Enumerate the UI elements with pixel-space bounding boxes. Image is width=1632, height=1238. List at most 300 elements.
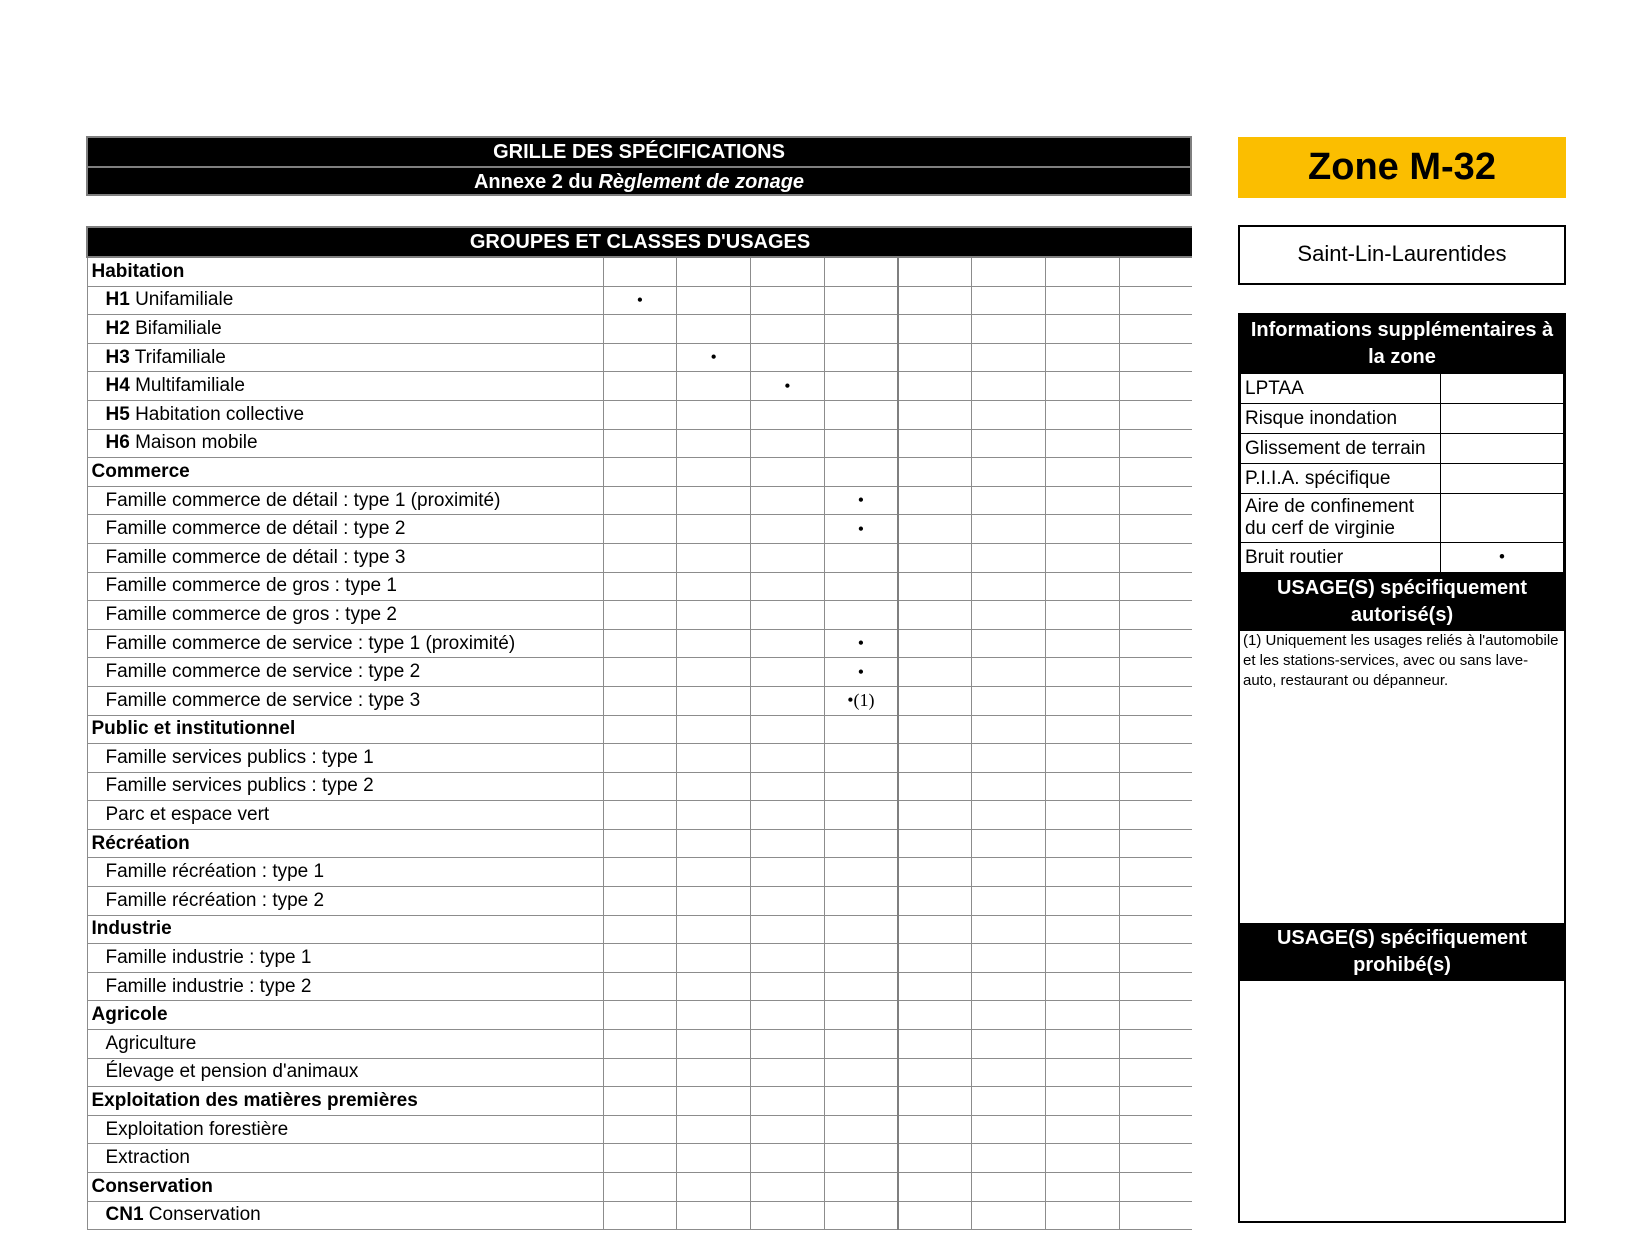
usage-mark-cell [898, 972, 972, 1001]
usage-name: Exploitation forestière [105, 1118, 289, 1140]
usage-mark-cell [1119, 543, 1192, 572]
info-flag-value [1441, 494, 1564, 543]
usage-mark-cell [751, 1115, 825, 1144]
usage-mark-cell [677, 515, 751, 544]
usage-mark-cell [898, 1173, 972, 1202]
usage-label [87, 744, 603, 773]
usage-mark-cell [1119, 1173, 1192, 1202]
usage-label [87, 486, 603, 515]
usage-mark-cell [898, 372, 972, 401]
usage-mark-cell [824, 1201, 898, 1230]
usage-mark-cell: • [751, 372, 825, 401]
usage-mark-cell [603, 1030, 677, 1059]
category-row [87, 1173, 1192, 1202]
usage-mark-cell [898, 315, 972, 344]
usage-mark-cell [751, 972, 825, 1001]
info-title: Informations supplémentaires à la zone [1240, 315, 1564, 373]
usage-mark-cell [603, 1058, 677, 1087]
usage-mark-cell [1046, 1030, 1120, 1059]
usage-mark-cell [1046, 744, 1120, 773]
subtitle-prefix: Annexe 2 du [473, 171, 599, 193]
usage-mark-cell [1119, 658, 1192, 687]
usage-name: Conservation [91, 1175, 213, 1197]
usage-mark-cell [751, 887, 825, 916]
usage-name: Unifamiliale [135, 289, 234, 311]
usage-label [87, 601, 603, 630]
usage-mark-cell [603, 686, 677, 715]
usage-name: Famille services publics : type 2 [105, 775, 374, 797]
usage-mark-cell [1046, 572, 1120, 601]
category-row [87, 829, 1192, 858]
usage-mark-cell [972, 1115, 1046, 1144]
usage-mark-cell [972, 629, 1046, 658]
usage-mark-cell [1046, 829, 1120, 858]
usage-mark-cell [677, 1173, 751, 1202]
prohibited-content [1240, 981, 1564, 1211]
usage-mark-cell [677, 601, 751, 630]
usage-mark-cell [751, 286, 825, 315]
usage-mark-cell [824, 315, 898, 344]
usage-mark-cell [972, 772, 1046, 801]
usage-mark-cell [972, 315, 1046, 344]
table-row [87, 572, 1192, 601]
usage-mark-cell [751, 629, 825, 658]
usage-mark-cell [751, 1173, 825, 1202]
usage-label [87, 772, 603, 801]
usage-mark-cell: • [824, 515, 898, 544]
usage-mark-cell [751, 1030, 825, 1059]
usage-mark-cell [972, 372, 1046, 401]
usage-name: Agriculture [105, 1032, 197, 1054]
table-row [87, 1144, 1192, 1173]
table-row [87, 429, 1192, 458]
usage-mark-cell [898, 1115, 972, 1144]
usage-mark-cell [1046, 887, 1120, 916]
usage-mark-cell [898, 515, 972, 544]
usage-name: Famille commerce de détail : type 1 (proximité) [105, 489, 501, 511]
usage-mark-cell [751, 858, 825, 887]
usage-mark-cell [1046, 1115, 1120, 1144]
usage-mark-cell [603, 1173, 677, 1202]
usage-mark-cell [1046, 1001, 1120, 1030]
table-row [87, 744, 1192, 773]
usage-mark-cell [1119, 1030, 1192, 1059]
usage-name: Famille commerce de détail : type 3 [105, 546, 406, 568]
usage-grid [86, 226, 1192, 1238]
usage-code: H3 [105, 346, 130, 368]
usage-name: Habitation [91, 260, 185, 282]
category-label [87, 715, 603, 744]
usage-mark-cell [677, 1030, 751, 1059]
info-flag-value [1441, 374, 1564, 404]
info-flag-row [1241, 464, 1564, 494]
usage-mark-cell [824, 400, 898, 429]
table-row [87, 343, 1192, 372]
usage-mark-cell [898, 486, 972, 515]
usage-mark-cell [1119, 1144, 1192, 1173]
usage-mark-cell [1119, 744, 1192, 773]
usage-mark-cell [603, 1001, 677, 1030]
table-row [87, 858, 1192, 887]
table-row [87, 1201, 1192, 1230]
usage-mark-cell [824, 458, 898, 487]
usage-mark-cell [898, 286, 972, 315]
table-row [87, 887, 1192, 916]
usage-mark-cell [1119, 772, 1192, 801]
usage-label [87, 372, 603, 401]
usage-mark-cell [972, 458, 1046, 487]
usage-mark-cell [898, 772, 972, 801]
usage-mark-cell [824, 772, 898, 801]
usage-mark-cell [603, 744, 677, 773]
usage-mark-cell [751, 829, 825, 858]
usage-mark-cell [751, 515, 825, 544]
usage-name: Agricole [91, 1004, 168, 1026]
usage-mark-cell [824, 601, 898, 630]
usage-mark-cell [603, 372, 677, 401]
usage-mark-cell [677, 629, 751, 658]
table-row [87, 686, 1192, 715]
usage-label [87, 343, 603, 372]
usage-mark-cell [824, 801, 898, 830]
usage-mark-cell [1046, 400, 1120, 429]
usage-label [87, 1030, 603, 1059]
usage-name: Famille commerce de gros : type 2 [105, 603, 397, 625]
usage-mark-cell [824, 1087, 898, 1116]
usage-mark-cell [824, 829, 898, 858]
category-label [87, 257, 603, 286]
usage-label [87, 887, 603, 916]
usage-mark-cell [751, 715, 825, 744]
usage-label [87, 1115, 603, 1144]
table-row [87, 372, 1192, 401]
grid-banner [86, 136, 1192, 196]
usage-name: Famille services publics : type 1 [105, 746, 374, 768]
usage-mark-cell [751, 658, 825, 687]
usage-mark-cell [677, 1201, 751, 1230]
usage-mark-cell [603, 944, 677, 973]
usage-mark-cell: • [603, 286, 677, 315]
usage-mark-cell [677, 1144, 751, 1173]
category-row [87, 1001, 1192, 1030]
usage-mark-cell [1119, 686, 1192, 715]
table-row [87, 315, 1192, 344]
table-row [87, 1058, 1192, 1087]
table-row [87, 944, 1192, 973]
authorized-note: (1) Uniquement les usages reliés à l'automobile et les stations-services, avec ou sans lave-auto, restaurant ou dépanneur. [1243, 632, 1559, 689]
usage-mark-cell [972, 1058, 1046, 1087]
usage-mark-cell [972, 486, 1046, 515]
usage-mark-cell [1119, 572, 1192, 601]
usage-name: Public et institutionnel [91, 718, 296, 740]
usage-mark-cell [751, 1201, 825, 1230]
usage-mark-cell [972, 858, 1046, 887]
usage-name: Famille industrie : type 2 [105, 975, 312, 997]
usage-name: Habitation collective [135, 403, 305, 425]
usage-mark-cell [898, 1201, 972, 1230]
usage-mark-cell [824, 286, 898, 315]
usage-mark-cell [898, 1144, 972, 1173]
grid-title: GRILLE DES SPÉCIFICATIONS [493, 141, 785, 163]
usage-mark-cell: • [677, 343, 751, 372]
usage-mark-cell [972, 1144, 1046, 1173]
usage-label [87, 1144, 603, 1173]
usage-mark-cell [677, 944, 751, 973]
authorized-title: USAGE(S) spécifiquement autorisé(s) [1240, 573, 1564, 631]
usage-mark-cell [972, 1030, 1046, 1059]
usage-mark-cell [677, 315, 751, 344]
category-label [87, 1173, 603, 1202]
usage-mark-cell [898, 1087, 972, 1116]
usage-mark-cell [603, 257, 677, 286]
usage-mark-cell [1046, 801, 1120, 830]
usage-mark-cell [603, 515, 677, 544]
usage-label [87, 1058, 603, 1087]
usage-mark-cell [677, 1058, 751, 1087]
info-flag-value [1441, 404, 1564, 434]
usage-mark-cell [603, 458, 677, 487]
usage-mark-cell [751, 486, 825, 515]
usage-mark-cell [1119, 1201, 1192, 1230]
usage-mark-cell [1046, 772, 1120, 801]
usage-mark-cell [1046, 257, 1120, 286]
info-flag-label: P.I.I.A. spécifique [1241, 464, 1441, 494]
usage-mark-cell [1046, 944, 1120, 973]
usage-mark-cell [824, 372, 898, 401]
usage-mark-cell: • [824, 629, 898, 658]
usage-mark-cell [751, 601, 825, 630]
usage-mark-cell [898, 601, 972, 630]
usage-mark-cell [677, 372, 751, 401]
usage-mark-cell [1119, 343, 1192, 372]
usage-mark-cell [677, 915, 751, 944]
usage-mark-cell [603, 801, 677, 830]
usage-mark-cell [603, 887, 677, 916]
usage-mark-cell [824, 343, 898, 372]
info-flag-row [1241, 404, 1564, 434]
usage-mark-cell [898, 887, 972, 916]
usage-label [87, 858, 603, 887]
usage-label [87, 429, 603, 458]
usage-code: H5 [105, 403, 130, 425]
usage-mark-cell [898, 400, 972, 429]
info-flag-value [1441, 434, 1564, 464]
category-row [87, 458, 1192, 487]
usage-mark-cell [1046, 1201, 1120, 1230]
usage-name: Exploitation des matières premières [91, 1090, 418, 1112]
usage-name: Extraction [105, 1147, 190, 1169]
usage-mark-cell [972, 400, 1046, 429]
usage-mark-cell [1046, 458, 1120, 487]
usage-mark-cell [603, 1115, 677, 1144]
usage-mark-cell [677, 858, 751, 887]
category-row [87, 715, 1192, 744]
usage-code: H6 [105, 432, 130, 454]
usage-mark-cell [898, 715, 972, 744]
usage-mark-cell [677, 400, 751, 429]
usage-label [87, 686, 603, 715]
usage-mark-cell [677, 543, 751, 572]
usage-name: Industrie [91, 918, 172, 940]
info-flag-label: LPTAA [1241, 374, 1441, 404]
usage-label [87, 629, 603, 658]
usage-mark-cell [1046, 601, 1120, 630]
usage-label [87, 944, 603, 973]
prohibited-title: USAGE(S) spécifiquement prohibé(s) [1240, 923, 1564, 981]
usage-mark-cell [603, 858, 677, 887]
usage-mark-cell [1046, 1087, 1120, 1116]
usage-mark-cell [677, 1115, 751, 1144]
usage-name: Conservation [148, 1204, 261, 1226]
usage-mark-cell [1119, 400, 1192, 429]
usage-mark-cell [824, 944, 898, 973]
usage-mark-cell [751, 772, 825, 801]
usage-mark-cell [1046, 1173, 1120, 1202]
usage-mark-cell [1119, 372, 1192, 401]
usage-mark-cell [898, 629, 972, 658]
usage-table-header: GROUPES ET CLASSES D'USAGES [87, 227, 1192, 257]
grid-subtitle [88, 166, 1190, 196]
usage-label [87, 801, 603, 830]
usage-name: Famille commerce de détail : type 2 [105, 518, 406, 540]
usage-mark-cell [751, 572, 825, 601]
usage-mark-cell [972, 972, 1046, 1001]
usage-name: Maison mobile [135, 432, 258, 454]
usage-mark-cell [898, 1058, 972, 1087]
usage-mark-cell [898, 543, 972, 572]
info-flags-table [1240, 373, 1564, 573]
usage-mark-cell [603, 543, 677, 572]
category-label [87, 1087, 603, 1116]
usage-mark-cell [824, 1173, 898, 1202]
usage-name: Famille industrie : type 1 [105, 947, 312, 969]
usage-label [87, 400, 603, 429]
usage-mark-cell [677, 686, 751, 715]
usage-mark-cell [824, 429, 898, 458]
usage-label [87, 286, 603, 315]
usage-mark-cell [1046, 315, 1120, 344]
usage-mark-cell [1119, 801, 1192, 830]
usage-mark-cell: • [824, 658, 898, 687]
usage-mark-cell [603, 429, 677, 458]
usage-name: Multifamiliale [135, 375, 245, 397]
usage-mark-cell [603, 1144, 677, 1173]
usage-mark-cell [1046, 1058, 1120, 1087]
usage-mark-cell [1119, 515, 1192, 544]
usage-mark-cell [972, 343, 1046, 372]
usage-mark-cell [603, 658, 677, 687]
usage-mark-cell [677, 429, 751, 458]
usage-mark-cell [972, 1087, 1046, 1116]
table-row [87, 601, 1192, 630]
usage-mark-cell [677, 829, 751, 858]
usage-mark-cell [603, 715, 677, 744]
usage-name: Commerce [91, 460, 190, 482]
usage-mark-cell [751, 1087, 825, 1116]
info-flag-value [1441, 464, 1564, 494]
category-label [87, 1001, 603, 1030]
usage-mark-cell [824, 1144, 898, 1173]
usage-mark-cell [1119, 257, 1192, 286]
usage-mark-cell [1046, 972, 1120, 1001]
usage-mark-cell [1119, 315, 1192, 344]
info-flag-label: Glissement de terrain [1241, 434, 1441, 464]
usage-mark-cell [677, 715, 751, 744]
info-flag-label: Risque inondation [1241, 404, 1441, 434]
table-row [87, 286, 1192, 315]
town-name: Saint-Lin-Laurentides [1238, 225, 1566, 285]
usage-mark-cell [972, 515, 1046, 544]
usage-code: H4 [105, 375, 130, 397]
zone-label: Zone M-32 [1238, 137, 1566, 198]
usage-mark-cell [1046, 286, 1120, 315]
usage-mark-cell [677, 486, 751, 515]
usage-mark-cell [1046, 343, 1120, 372]
usage-mark-cell [603, 972, 677, 1001]
usage-mark-cell [898, 1001, 972, 1030]
usage-mark-cell [1046, 1144, 1120, 1173]
info-flag-label: Aire de confinement du cerf de virginie [1241, 494, 1441, 543]
usage-mark-cell [898, 801, 972, 830]
usage-code: H1 [105, 289, 130, 311]
usage-mark-cell [751, 801, 825, 830]
usage-mark-cell [603, 829, 677, 858]
usage-mark-cell [1046, 915, 1120, 944]
usage-mark-cell: • [824, 486, 898, 515]
info-panel [1238, 313, 1566, 1223]
usage-mark-cell [824, 1030, 898, 1059]
usage-mark-cell [603, 915, 677, 944]
usage-mark-cell [898, 686, 972, 715]
usage-mark-cell [1119, 887, 1192, 916]
usage-name: Famille commerce de service : type 1 (proximité) [105, 632, 516, 654]
usage-mark-cell [898, 458, 972, 487]
usage-mark-cell [1046, 543, 1120, 572]
usage-mark-cell [972, 1173, 1046, 1202]
usage-mark-cell [751, 257, 825, 286]
table-row [87, 1030, 1192, 1059]
usage-mark-cell [677, 972, 751, 1001]
table-row [87, 1115, 1192, 1144]
usage-mark-cell [1046, 629, 1120, 658]
usage-mark-cell [898, 257, 972, 286]
usage-mark-cell [603, 315, 677, 344]
category-row [87, 257, 1192, 286]
usage-mark-cell [751, 1001, 825, 1030]
usage-mark-cell [603, 400, 677, 429]
usage-mark-cell [898, 343, 972, 372]
usage-mark-cell [751, 686, 825, 715]
usage-mark-cell [824, 715, 898, 744]
table-row [87, 515, 1192, 544]
usage-mark-cell [898, 744, 972, 773]
usage-mark-cell [1119, 944, 1192, 973]
usage-mark-cell [1119, 1001, 1192, 1030]
usage-name: Famille commerce de service : type 2 [105, 661, 421, 683]
usage-label [87, 1201, 603, 1230]
table-row [87, 400, 1192, 429]
usage-table [86, 226, 1192, 1230]
usage-name: Famille récréation : type 1 [105, 861, 325, 883]
usage-mark-cell [751, 944, 825, 973]
usage-mark-cell [972, 915, 1046, 944]
usage-mark-cell [824, 972, 898, 1001]
usage-mark-cell [972, 1001, 1046, 1030]
usage-mark-cell [1046, 372, 1120, 401]
usage-name: Élevage et pension d'animaux [105, 1061, 359, 1083]
usage-mark-cell [603, 1201, 677, 1230]
usage-mark-cell [972, 686, 1046, 715]
